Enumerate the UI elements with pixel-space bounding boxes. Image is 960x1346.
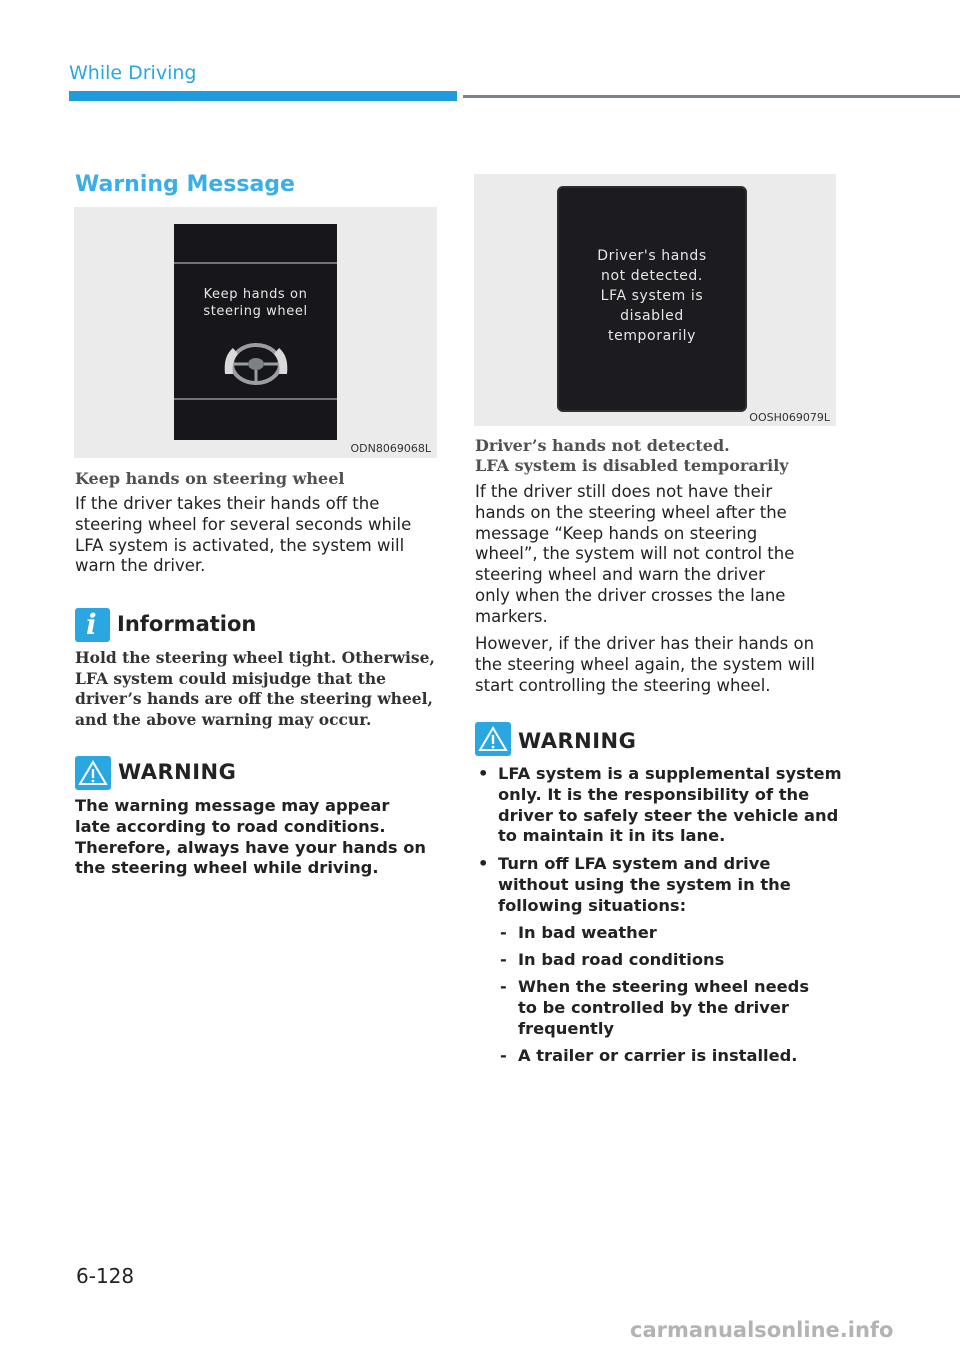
watermark: carmanualsonline.info xyxy=(630,1318,894,1342)
figure-code: ODN8069068L xyxy=(350,442,431,455)
dash-icon: - xyxy=(500,1046,507,1065)
dash-icon: - xyxy=(500,977,507,996)
steering-wheel-icon xyxy=(221,334,291,390)
screen-message: Driver's hands not detected. LFA system is disabled temporarily xyxy=(597,248,707,344)
information-text: Hold the steering wheel tight. Otherwise, LFA system could misjudge that the driver’s hands are off the steering wheel, and the above warning may occur. xyxy=(75,648,435,729)
screen-message: Keep hands on steering wheel xyxy=(203,287,308,319)
sub-item: In bad weather xyxy=(518,923,657,942)
section-title: Warning Message xyxy=(75,172,295,197)
screen-divider xyxy=(174,262,337,264)
warning-title: WARNING xyxy=(518,729,637,753)
cluster-screen xyxy=(557,186,747,412)
body-paragraph: If the driver still does not have their hands on the steering wheel after the message “Keep hands on steering wheel”, the system will not control the steering wheel and warn the driver only when the driver crosses the lane markers. xyxy=(475,482,795,626)
dash-icon: - xyxy=(500,923,507,942)
information-title: Information xyxy=(117,612,257,636)
warning-text: The warning message may appear late according to road conditions. Therefore, always have your hands on the steering wheel while driving. xyxy=(75,796,427,878)
sub-item: When the steering wheel needs to be controlled by the driver frequently xyxy=(518,977,810,1038)
figure-code: OOSH069079L xyxy=(749,411,830,424)
figure-caption: Keep hands on steering wheel xyxy=(75,469,345,488)
sub-item: A trailer or carrier is installed. xyxy=(518,1046,798,1065)
left-hand-icon xyxy=(225,348,238,374)
warning-icon xyxy=(475,722,511,756)
header-rule-accent xyxy=(69,91,457,101)
header-rule xyxy=(463,95,960,98)
info-icon: i xyxy=(75,608,110,642)
cluster-screen xyxy=(174,224,337,440)
figure-caption: Driver’s hands not detected. LFA system is disabled temporarily xyxy=(475,436,789,475)
screen-divider xyxy=(174,398,337,400)
running-header: While Driving xyxy=(69,62,197,84)
warning-icon xyxy=(75,756,111,790)
bullet-icon: • xyxy=(478,764,489,783)
page-number: 6-128 xyxy=(76,1264,135,1288)
figure-hands-not-detected xyxy=(474,174,836,426)
figure-keep-hands xyxy=(74,207,437,458)
warning-title: WARNING xyxy=(118,760,237,784)
body-paragraph: However, if the driver has their hands on the steering wheel again, the system will start controlling the steering wheel. xyxy=(475,634,816,695)
right-hand-icon xyxy=(274,348,287,374)
bullet-icon: • xyxy=(478,854,489,873)
warning-bullet: Turn off LFA system and drive without using the system in the following situations: xyxy=(498,854,791,915)
sub-item: In bad road conditions xyxy=(518,950,725,969)
warning-bullet: LFA system is a supplemental system only. It is the responsibility of the driver to safely steer the vehicle and to maintain it in its lane. xyxy=(498,764,842,846)
dash-icon: - xyxy=(500,950,507,969)
body-paragraph: If the driver takes their hands off the steering wheel for several seconds while LFA system is activated, the system will warn the driver. xyxy=(75,494,412,576)
